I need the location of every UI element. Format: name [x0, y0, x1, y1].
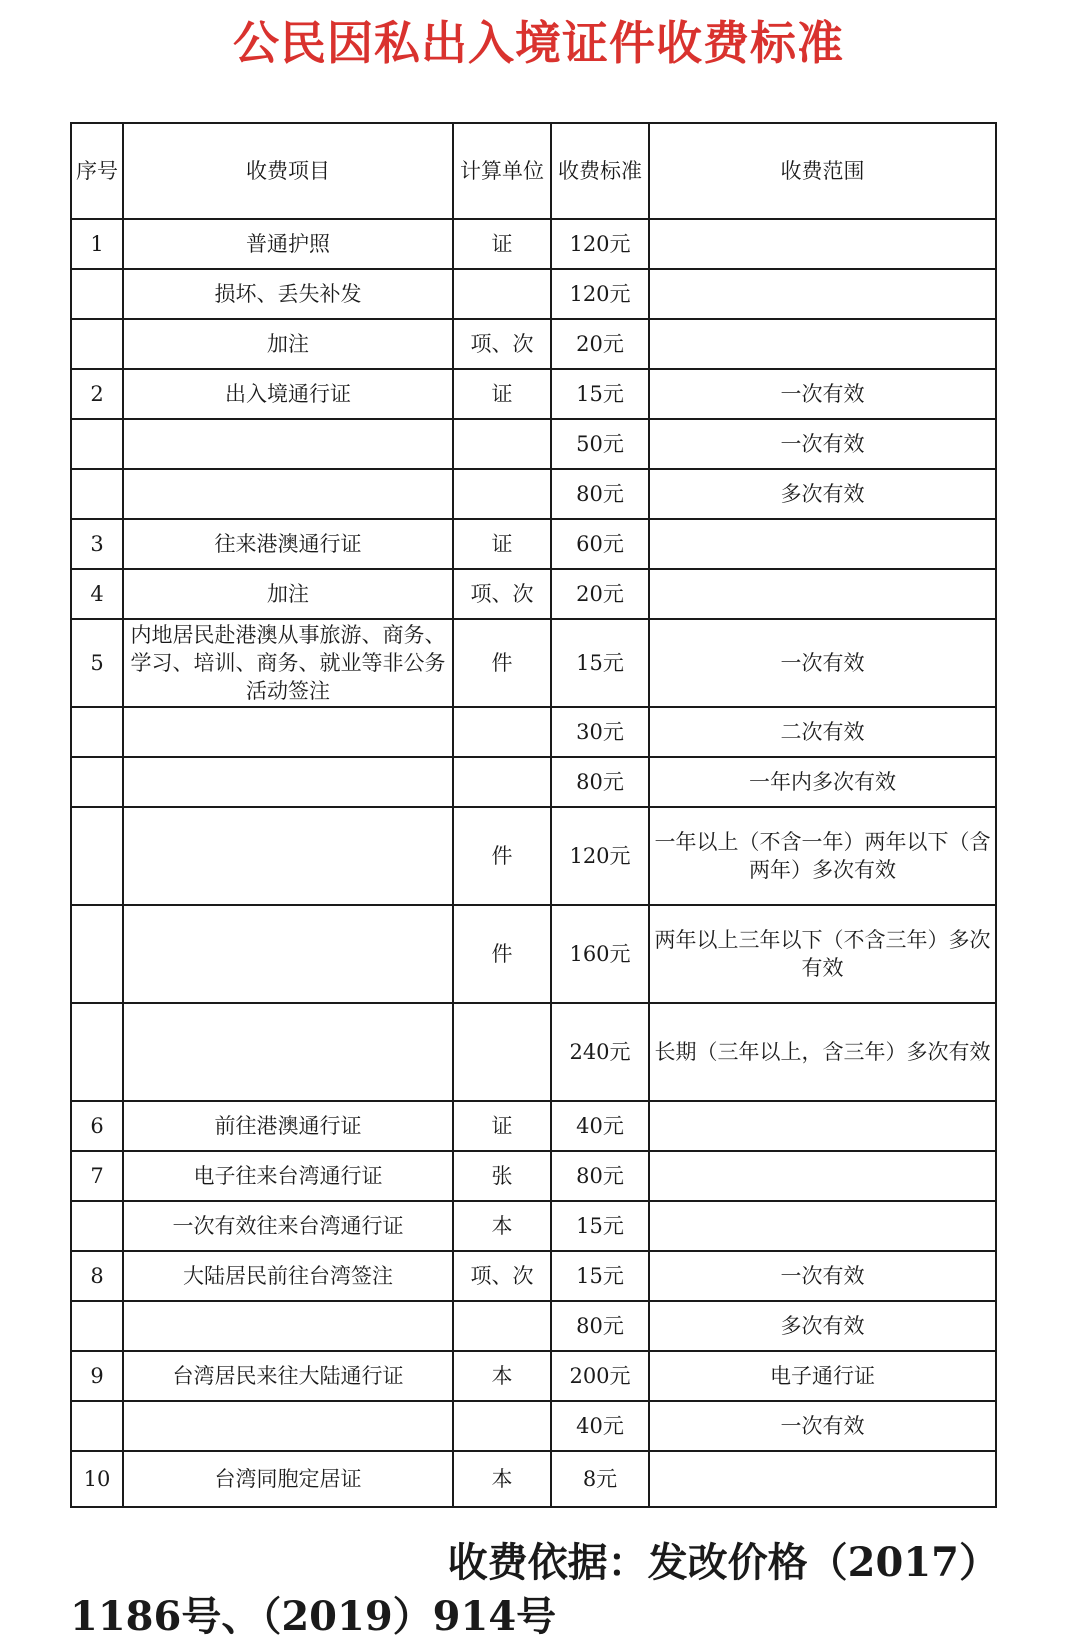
cell-scope [649, 219, 996, 269]
cell-item: 出入境通行证 [123, 369, 453, 419]
cell-item [123, 469, 453, 519]
cell-item: 台湾同胞定居证 [123, 1451, 453, 1507]
cell-unit: 证 [453, 369, 551, 419]
cell-seq: 8 [71, 1251, 123, 1301]
table-row [71, 269, 996, 319]
cell-unit: 本 [453, 1351, 551, 1401]
cell-item [123, 905, 453, 1003]
table-row [71, 1401, 996, 1451]
cell-fee: 50元 [551, 419, 649, 469]
cell-unit: 件 [453, 807, 551, 905]
cell-seq [71, 707, 123, 757]
cell-scope: 一次有效 [649, 419, 996, 469]
header-item: 收费项目 [123, 123, 453, 219]
cell-scope: 一次有效 [649, 369, 996, 419]
table-row [71, 219, 996, 269]
cell-seq [71, 807, 123, 905]
cell-item: 往来港澳通行证 [123, 519, 453, 569]
cell-scope: 二次有效 [649, 707, 996, 757]
cell-seq [71, 757, 123, 807]
cell-seq: 6 [71, 1101, 123, 1151]
cell-item [123, 1301, 453, 1351]
cell-fee: 60元 [551, 519, 649, 569]
table-row [71, 1251, 996, 1301]
cell-item: 普通护照 [123, 219, 453, 269]
cell-unit [453, 757, 551, 807]
cell-fee: 120元 [551, 807, 649, 905]
cell-scope: 一年内多次有效 [649, 757, 996, 807]
cell-unit [453, 1003, 551, 1101]
cell-item [123, 707, 453, 757]
cell-unit: 本 [453, 1451, 551, 1507]
cell-seq [71, 269, 123, 319]
table-row [71, 1301, 996, 1351]
cell-item [123, 1401, 453, 1451]
cell-item [123, 419, 453, 469]
cell-seq: 2 [71, 369, 123, 419]
table-row [71, 519, 996, 569]
cell-unit: 证 [453, 519, 551, 569]
table-row [71, 707, 996, 757]
cell-fee: 80元 [551, 1151, 649, 1201]
cell-unit: 项、次 [453, 1251, 551, 1301]
cell-unit: 证 [453, 219, 551, 269]
table-row [71, 1351, 996, 1401]
table-row [71, 1201, 996, 1251]
cell-item: 内地居民赴港澳从事旅游、商务、学习、培训、商务、就业等非公务活动签注 [123, 619, 453, 707]
header-seq: 序号 [71, 123, 123, 219]
cell-fee: 15元 [551, 1251, 649, 1301]
cell-seq: 5 [71, 619, 123, 707]
cell-seq: 9 [71, 1351, 123, 1401]
cell-fee: 15元 [551, 1201, 649, 1251]
cell-scope [649, 569, 996, 619]
cell-item: 一次有效往来台湾通行证 [123, 1201, 453, 1251]
table-row [71, 905, 996, 1003]
cell-unit: 项、次 [453, 319, 551, 369]
cell-unit: 件 [453, 619, 551, 707]
cell-scope [649, 1451, 996, 1507]
cell-item [123, 1003, 453, 1101]
table-header-row [71, 123, 996, 219]
table-row [71, 569, 996, 619]
cell-seq [71, 319, 123, 369]
cell-scope: 一次有效 [649, 1251, 996, 1301]
cell-item: 前往港澳通行证 [123, 1101, 453, 1151]
cell-seq [71, 905, 123, 1003]
cell-seq [71, 1301, 123, 1351]
cell-scope [649, 269, 996, 319]
cell-fee: 40元 [551, 1101, 649, 1151]
table-row [71, 1003, 996, 1101]
table-row [71, 319, 996, 369]
cell-scope: 一年以上（不含一年）两年以下（含两年）多次有效 [649, 807, 996, 905]
cell-scope: 长期（三年以上，含三年）多次有效 [649, 1003, 996, 1101]
cell-scope: 多次有效 [649, 469, 996, 519]
cell-fee: 240元 [551, 1003, 649, 1101]
cell-item: 加注 [123, 319, 453, 369]
cell-fee: 20元 [551, 569, 649, 619]
cell-fee: 20元 [551, 319, 649, 369]
cell-seq: 1 [71, 219, 123, 269]
fee-basis-line1: 收费依据：发改价格（2017） [447, 1539, 999, 1586]
cell-seq [71, 1003, 123, 1101]
cell-fee: 15元 [551, 369, 649, 419]
cell-unit [453, 419, 551, 469]
header-fee: 收费标准 [551, 123, 649, 219]
cell-seq: 10 [71, 1451, 123, 1507]
cell-seq [71, 1401, 123, 1451]
cell-seq: 7 [71, 1151, 123, 1201]
cell-unit: 证 [453, 1101, 551, 1151]
cell-seq [71, 1201, 123, 1251]
table-row [71, 1151, 996, 1201]
cell-seq: 3 [71, 519, 123, 569]
table-row [71, 1101, 996, 1151]
cell-fee: 80元 [551, 469, 649, 519]
cell-fee: 80元 [551, 757, 649, 807]
fee-table [70, 122, 997, 1508]
cell-seq [71, 419, 123, 469]
cell-scope: 一次有效 [649, 1401, 996, 1451]
cell-fee: 30元 [551, 707, 649, 757]
table-row [71, 1451, 996, 1507]
cell-fee: 40元 [551, 1401, 649, 1451]
cell-item: 大陆居民前往台湾签注 [123, 1251, 453, 1301]
cell-unit [453, 469, 551, 519]
cell-unit: 张 [453, 1151, 551, 1201]
table-row [71, 619, 996, 707]
cell-scope [649, 1201, 996, 1251]
cell-scope: 多次有效 [649, 1301, 996, 1351]
cell-item [123, 757, 453, 807]
cell-scope: 电子通行证 [649, 1351, 996, 1401]
cell-item: 台湾居民来往大陆通行证 [123, 1351, 453, 1401]
cell-item: 损坏、丢失补发 [123, 269, 453, 319]
header-unit: 计算单位 [453, 123, 551, 219]
fee-basis [0, 1536, 1077, 1644]
cell-fee: 80元 [551, 1301, 649, 1351]
page-title: 公民因私出入境证件收费标准 [233, 16, 844, 70]
cell-scope [649, 519, 996, 569]
cell-unit: 本 [453, 1201, 551, 1251]
cell-unit [453, 707, 551, 757]
cell-unit: 项、次 [453, 569, 551, 619]
cell-scope: 一次有效 [649, 619, 996, 707]
cell-item [123, 807, 453, 905]
cell-unit [453, 1301, 551, 1351]
fee-basis-line2: 1186号、（2019）914号 [70, 1593, 557, 1640]
cell-item: 电子往来台湾通行证 [123, 1151, 453, 1201]
cell-unit [453, 1401, 551, 1451]
cell-scope [649, 319, 996, 369]
cell-scope: 两年以上三年以下（不含三年）多次有效 [649, 905, 996, 1003]
cell-seq [71, 469, 123, 519]
cell-scope [649, 1151, 996, 1201]
table-row [71, 757, 996, 807]
cell-fee: 200元 [551, 1351, 649, 1401]
table-row [71, 807, 996, 905]
header-scope: 收费范围 [649, 123, 996, 219]
cell-fee: 120元 [551, 219, 649, 269]
cell-item: 加注 [123, 569, 453, 619]
table-row [71, 419, 996, 469]
table-row [71, 469, 996, 519]
cell-fee: 8元 [551, 1451, 649, 1507]
cell-unit [453, 269, 551, 319]
cell-fee: 120元 [551, 269, 649, 319]
cell-fee: 15元 [551, 619, 649, 707]
cell-scope [649, 1101, 996, 1151]
cell-seq: 4 [71, 569, 123, 619]
table-row [71, 369, 996, 419]
cell-unit: 件 [453, 905, 551, 1003]
cell-fee: 160元 [551, 905, 649, 1003]
